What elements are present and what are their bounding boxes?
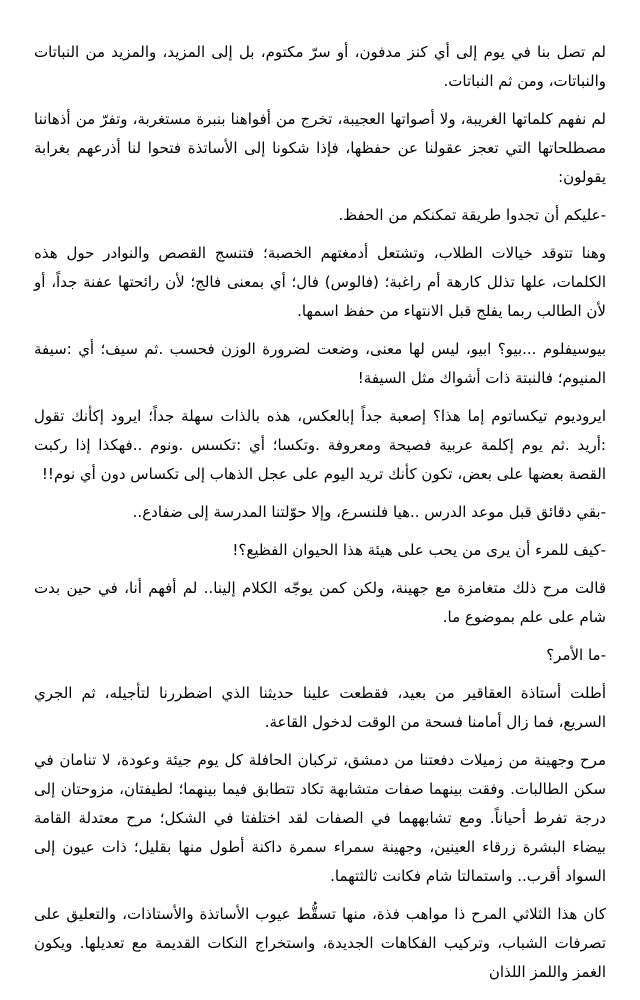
paragraph-8-dialogue: -كيف للمرء أن يرى من يحب على هيئة هذا الحيوان الفظيع؟!: [232, 541, 606, 559]
paragraph-6: ايروديوم تيكساتوم إما هذا؟ إصعبة جداً إبالعكس، هذه بالذات سهلة جداً؛ ايرود إكأنك تقول :أريد .ثم يوم إكلمة عربية فصيحة ومعروفة .وتكسا؛ أي :تكسس .ونوم ..فهكذا إذا ركبت القصة بعضها على بعض، تكون كأنك تريد اليوم على عجل الذهاب إلى تكساس دون أي نوم!!: [34, 407, 606, 483]
paragraph-2: لم نفهم كلماتها الغريبة، ولا أصواتها العجيبة، تخرج من أفواهنا بنبرة مستغربة، وتفرّ من أذهاننا مصطلحاتها التي تعجز عقولنا عن حفظها، فإذا شكونا إلى الأساتذة فتحوا لنا أذرعهم بغرابة يقولون:: [34, 110, 606, 186]
paragraph-10-dialogue: -ما الأمر؟: [546, 646, 606, 664]
paragraph-3-dialogue: -عليكم أن تجدوا طريقة تمكنكم من الحفظ.: [338, 206, 606, 224]
paragraph-13: كان هذا الثلاثي المرح ذا مواهب فذة، منها تسقُّط عيوب الأساتذة والأستاذات، والتعليق على تصرفات الشباب، وتركيب الفكاهات الجديدة، واستخراج النكات القديمة مع تعديلها. ويكون الغمز واللمز اللذان: [34, 905, 606, 981]
paragraph-7-dialogue: -بقي دقائق قبل موعد الدرس ..هيا فلنسرع، وإلا حوّلتنا المدرسة إلى ضفادع..: [132, 503, 606, 521]
paragraph-12: مرح وجهينة من زميلات دفعتنا من دمشق، تركبان الحافلة كل يوم جيئة وعودة، لا تنامان في سكن الطالبات. وفقت بينهما صفات متشابهة تكاد تتطابق فيما بينهما؛ لطيفتان، مزوحتان إلى درجة تفرط أحياناً. ومع تشابههما في الصفات لقد اختلفتا في الشكل؛ مرح معتدلة القامة بيضاء البشرة زرقاء العينين، وجهينة سمراء سمرة داكنة أطول منها بقليل؛ ذات عيون إلى السواد أقرب.. واستمالتا شام فكانت ثالثتهما.: [34, 751, 606, 885]
paragraph-1: لم تصل بنا في يوم إلى أي كنز مدفون، أو سرّ مكتوم، بل إلى المزيد، والمزيد من النباتات والنباتات، ومن ثم النباتات.: [34, 43, 606, 90]
paragraph-4: وهنا تتوقد خيالات الطلاب، وتشتعل أدمغتهم الخصبة؛ فتنسج القصص والنوادر حول هذه الكلمات، علها تذلل كارهة أم راغبة؛ (فالوس) فال؛ أي بمعنى فالج؛ لأن رائحتها عفنة جداً، أو لأن الطالب ربما يفلج قبل الانتهاء من حفظ اسمها.: [34, 244, 606, 320]
paragraph-5: بيوسيفلوم ...بيو؟ ابيو، ليس لها معنى، وضعت لضرورة الوزن فحسب .ثم سيف؛ أي :سيفة المنيوم؛ فالنبتة ذات أشواك مثل السيفة!: [34, 340, 606, 387]
document-page: [34, 38, 606, 996]
paragraph-11: أطلت أستاذة العقاقير من بعيد، فقطعت علينا حديثنا الذي اضطررنا لتأجيله، ثم الجري السريع، فما زال أمامنا فسحة من الوقت لدخول القاعة.: [34, 684, 606, 731]
paragraph-9: قالت مرح ذلك متغامزة مع جهينة، ولكن كمن يوجّه الكلام إلينا.. لم أفهم أنا، في حين بدت شام على علم بموضوع ما.: [34, 579, 606, 626]
